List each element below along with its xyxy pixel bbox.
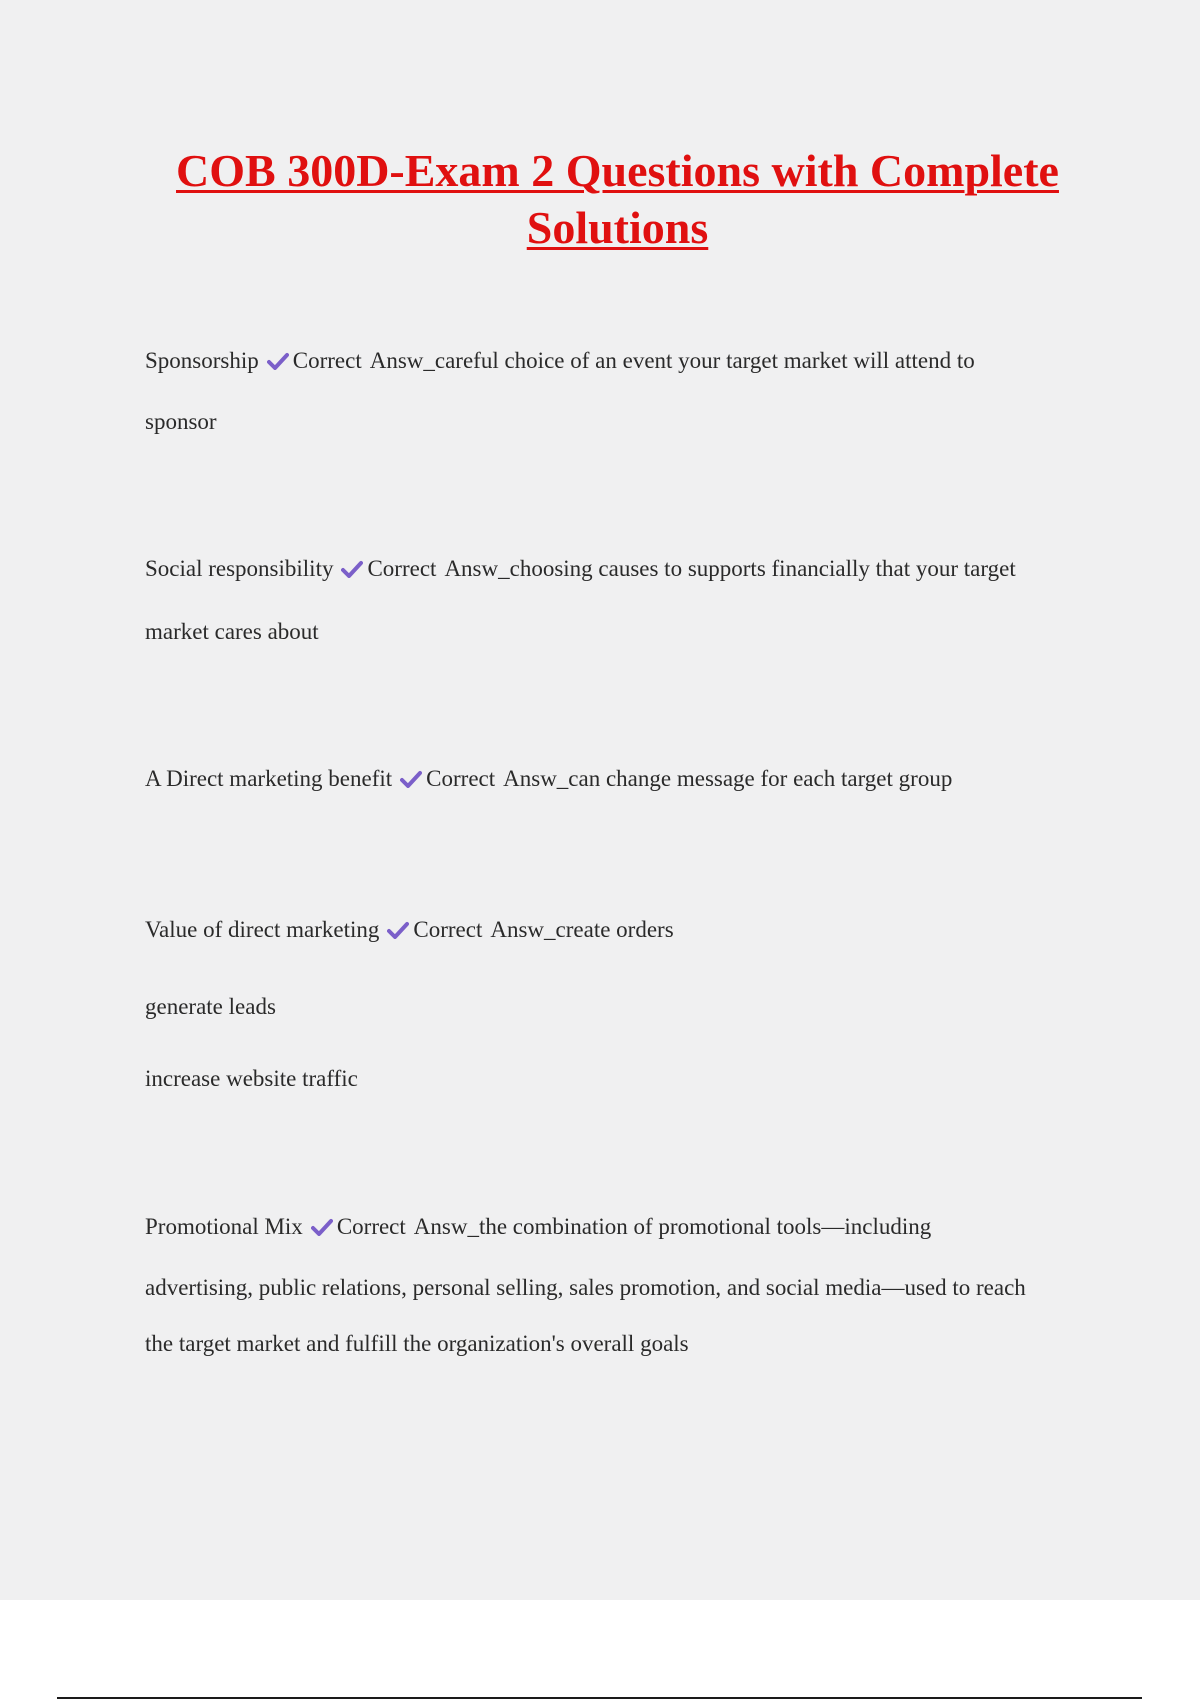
- qa-line: [145, 348, 975, 374]
- checkmark-icon: [267, 352, 289, 370]
- qa-term: Social responsibility: [145, 556, 334, 581]
- qa-term: Promotional Mix: [145, 1214, 303, 1239]
- qa-answer: Answ_choosing causes to supports financially that your target: [444, 556, 1016, 581]
- qa-term: Value of direct marketing: [145, 917, 380, 942]
- qa-line: [145, 917, 674, 943]
- qa-line: [145, 1214, 931, 1240]
- qa-term: Sponsorship: [145, 348, 259, 373]
- qa-answer-continued: advertising, public relations, personal selling, sales promotion, and social media—used to reach: [145, 1275, 1026, 1300]
- qa-answer-continued: the target market and fulfill the organization's overall goals: [145, 1331, 689, 1356]
- qa-answer-continued: sponsor: [145, 409, 217, 434]
- qa-answer: Answ_can change message for each target group: [503, 766, 953, 791]
- correct-label: Correct: [292, 348, 362, 373]
- qa-answer-continued: generate leads: [145, 994, 276, 1019]
- qa-answer: Answ_careful choice of an event your target market will attend to: [369, 348, 975, 373]
- correct-label: Correct: [367, 556, 437, 581]
- correct-label: Correct: [426, 766, 496, 791]
- qa-answer: Answ_the combination of promotional tools—including: [413, 1214, 932, 1239]
- checkmark-icon: [387, 921, 409, 939]
- checkmark-icon: [400, 770, 422, 788]
- checkmark-icon: [341, 560, 363, 578]
- qa-line: [145, 556, 1016, 582]
- qa-term: A Direct marketing benefit: [145, 766, 393, 791]
- qa-answer-continued: market cares about: [145, 619, 319, 644]
- document-title-text: COB 300D-Exam 2 Questions with Complete Solutions: [176, 145, 1059, 253]
- correct-label: Correct: [336, 1214, 406, 1239]
- qa-line: [145, 766, 952, 792]
- qa-answer-continued: increase website traffic: [145, 1066, 358, 1091]
- checkmark-icon: [311, 1218, 333, 1236]
- correct-label: Correct: [413, 917, 483, 942]
- page-bottom-rule: [57, 1697, 1142, 1699]
- document-title: [120, 142, 1115, 256]
- qa-answer: Answ_create orders: [490, 917, 674, 942]
